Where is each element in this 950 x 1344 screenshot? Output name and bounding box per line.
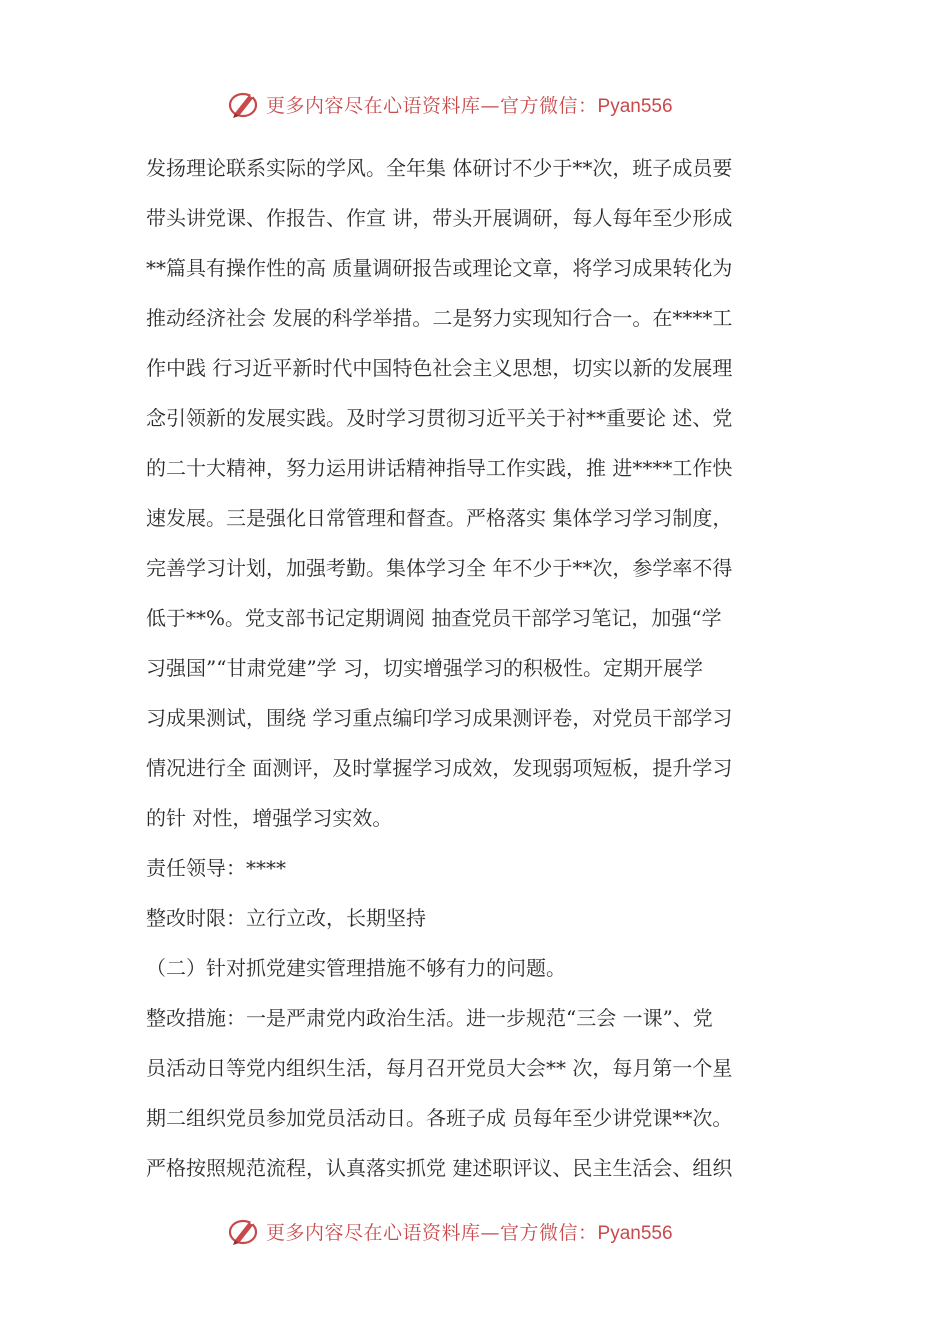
watermark-header [226, 84, 746, 124]
watermark-text: 更多内容尽在心语资料库—官方微信： [266, 94, 598, 117]
pen-ring-logo-icon [226, 1213, 262, 1249]
text-line: 发扬理论联系实际的学风。全年集 体研讨不少于**次，班子成员要 [146, 156, 733, 180]
text-line: 推动经济社会 发展的科学举措。二是努力实现知行合一。在****工 [146, 306, 733, 330]
text-line: 严格按照规范流程，认真落实抓党 建述职评议、民主生活会、组织 [146, 1156, 733, 1180]
text-line: 期二组织党员参加党员活动日。各班子成 员每年至少讲党课**次。 [146, 1106, 733, 1130]
watermark-wechat-id: Pyan556 [597, 1222, 673, 1244]
watermark-footer [226, 1211, 746, 1251]
watermark-text: 更多内容尽在心语资料库—官方微信： [266, 1221, 598, 1244]
text-line: 员活动日等党内组织生活，每月召开党员大会** 次，每月第一个星 [146, 1056, 733, 1080]
text-line: 作中践 行习近平新时代中国特色社会主义思想，切实以新的发展理 [146, 356, 733, 380]
text-line: 的二十大精神，努力运用讲话精神指导工作实践，推 进****工作快 [146, 456, 733, 480]
text-line: 完善学习计划，加强考勤。集体学习全 年不少于**次，参学率不得 [146, 556, 733, 580]
text-line: 低于**%。党支部书记定期调阅 抽查党员干部学习笔记，加强“学 [146, 606, 722, 630]
text-line: 带头讲党课、作报告、作宣 讲，带头开展调研，每人每年至少形成 [146, 206, 733, 230]
text-line: 速发展。三是强化日常管理和督查。严格落实 集体学习学习制度， [146, 506, 733, 530]
text-line: **篇具有操作性的高 质量调研报告或理论文章，将学习成果转化为 [146, 256, 733, 280]
responsible-leader-line: 责任领导：**** [146, 856, 286, 880]
text-line: 习成果测试，围绕 学习重点编印学习成果测评卷，对党员干部学习 [146, 706, 733, 730]
text-line: 的针 对性，增强学习实效。 [146, 806, 393, 830]
section-heading: （二）针对抓党建实管理措施不够有力的问题。 [146, 956, 566, 980]
text-line: 习强国”“甘肃党建”学 习，切实增强学习的积极性。定期开展学 [146, 656, 704, 680]
watermark-wechat-id: Pyan556 [597, 95, 673, 117]
deadline-line: 整改时限：立行立改，长期坚持 [146, 906, 426, 930]
text-line: 整改措施：一是严肃党内政治生活。进一步规范“三会 一课”、党 [146, 1006, 713, 1030]
text-line: 情况进行全 面测评，及时掌握学习成效，发现弱项短板，提升学习 [146, 756, 733, 780]
text-line: 念引领新的发展实践。及时学习贯彻习近平关于衬**重要论 述、党 [146, 406, 733, 430]
document-body [146, 148, 806, 1196]
pen-ring-logo-icon [226, 86, 262, 122]
